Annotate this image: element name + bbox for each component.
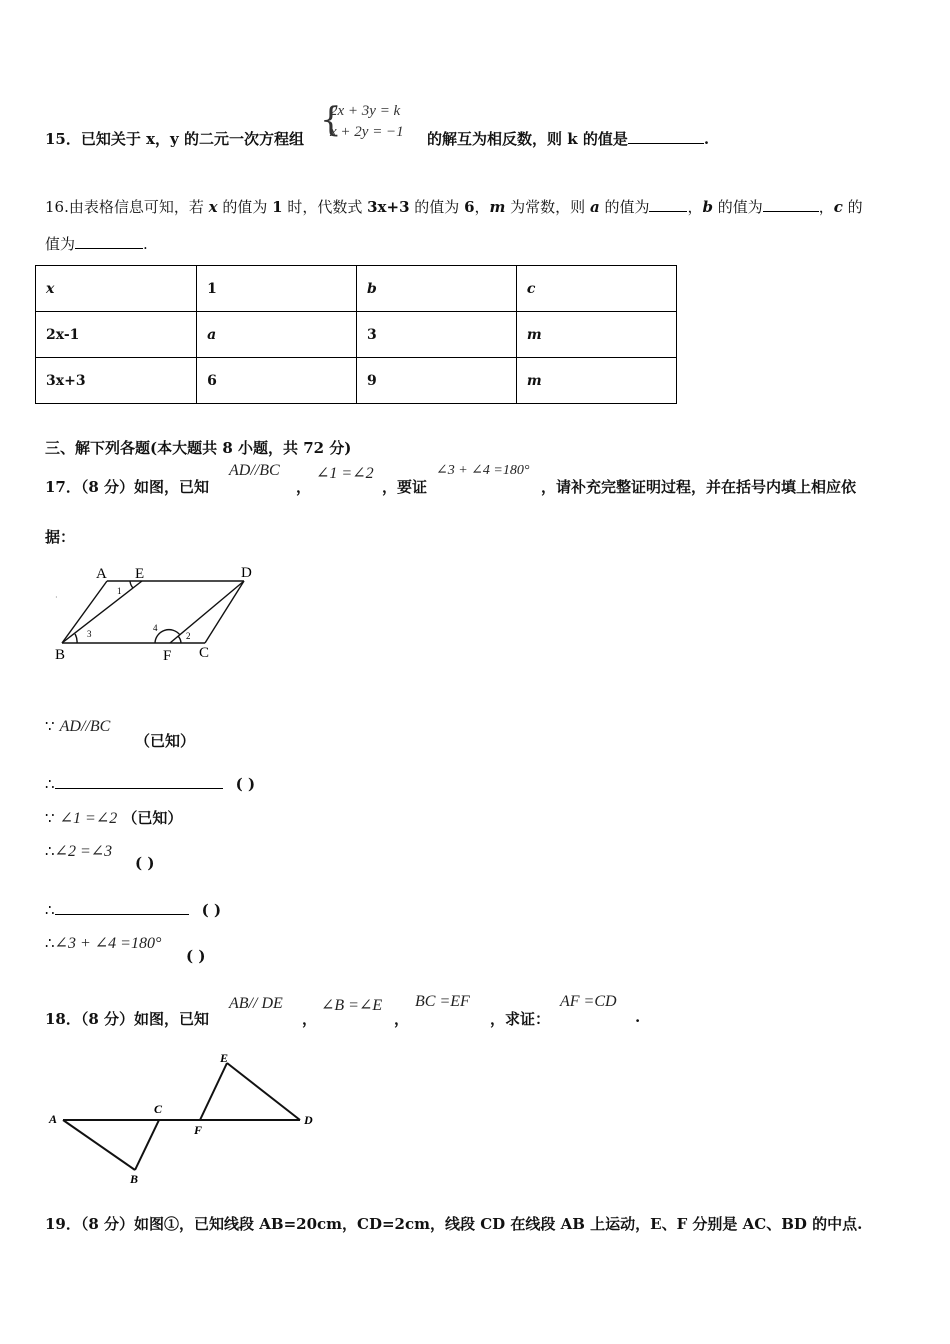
q17-figure	[45, 560, 265, 665]
q16-var-x: x	[208, 198, 218, 216]
proof-reason-blank[interactable]: ( )	[135, 854, 155, 872]
q15-eq1: 2x + 3y = k	[330, 103, 401, 119]
table-row	[36, 358, 677, 404]
proof-line-6	[45, 933, 161, 953]
q17-line1	[45, 476, 209, 497]
q16-text: 时，代数式	[282, 198, 368, 216]
q18-given1: AB// DE	[229, 995, 283, 1012]
table-cell: 3	[357, 312, 517, 358]
q18-figure	[45, 1050, 325, 1190]
proof-reason-1: （已知）	[135, 732, 196, 750]
q15-equation-system	[320, 100, 430, 143]
q16-text: ，	[818, 198, 834, 216]
q16-var-c: c	[833, 198, 843, 216]
q16-var-a: a	[589, 198, 600, 216]
proof-reason-blank[interactable]: ( )	[201, 901, 222, 919]
q16-blank-c[interactable]	[75, 234, 143, 249]
q15-text-a: 已知关于 x，y 的二元一次方程组	[80, 130, 304, 148]
proof-reason-blank[interactable]: ( )	[186, 947, 206, 965]
q17-given1: AD//BC	[229, 462, 280, 479]
q16-line1	[45, 196, 863, 217]
segment-ab	[63, 1120, 135, 1170]
q16-text: 的值为	[409, 198, 465, 216]
segment-ed	[227, 1063, 300, 1120]
table-row	[36, 312, 677, 358]
q19-line	[45, 1213, 862, 1234]
segment-bc	[135, 1120, 159, 1170]
q16-text: 为常数，则	[505, 198, 590, 216]
label-f: F	[194, 1123, 203, 1137]
q18-comma: ，	[394, 1010, 410, 1028]
proof-blank-1[interactable]	[55, 774, 223, 789]
proof-statement: ∠1 =∠2	[59, 810, 118, 827]
table-cell: m	[516, 358, 676, 404]
proof-line-3	[45, 807, 182, 828]
therefore-symbol: ∴	[45, 775, 55, 793]
because-symbol: ∵	[45, 809, 55, 827]
therefore-symbol: ∴	[45, 842, 55, 860]
q18-given2: ∠B =∠E	[321, 997, 383, 1014]
q16-text: .由表格信息可知，若	[64, 198, 209, 216]
proof-line-5	[45, 900, 221, 919]
q18-line1	[45, 1008, 209, 1029]
label-c: C	[154, 1102, 163, 1116]
label-e: E	[220, 1051, 229, 1065]
q17-given2: ∠1 =∠2	[316, 465, 374, 482]
q17-number: 17．	[45, 478, 81, 496]
segment-be	[62, 581, 142, 643]
angle-1-arc	[130, 581, 133, 588]
table-cell: 9	[357, 358, 517, 404]
table-cell: 6	[197, 358, 357, 404]
q19-number: 19．	[45, 1215, 81, 1233]
q18-comma: ，	[302, 1010, 318, 1028]
q16-value-one: 1	[272, 198, 283, 216]
because-symbol: ∵	[45, 717, 55, 735]
angle-3-arc	[75, 634, 77, 643]
table-cell: 1	[197, 266, 357, 312]
proof-statement: AD//BC	[59, 718, 111, 735]
q18-given3: BC =EF	[415, 993, 470, 1010]
q17-text-a: ，要证	[382, 478, 428, 496]
label-f: F	[163, 648, 172, 664]
q15-text-b: 的解互为相反数，则 k 的值是	[427, 130, 628, 148]
proof-reason-blank[interactable]: ( )	[235, 775, 256, 793]
label-angle-4: 4	[153, 623, 158, 633]
q17-comma: ，	[296, 478, 312, 496]
q16-text: 的值为	[712, 198, 763, 216]
segment-df	[170, 581, 244, 643]
q16-text: 的值为	[599, 198, 650, 216]
proof-reason: （已知）	[122, 809, 183, 827]
stray-mark: ·	[55, 593, 58, 602]
segment-dc	[205, 581, 244, 643]
table-cell: b	[357, 266, 517, 312]
q16-var-m: m	[489, 198, 506, 216]
therefore-symbol: ∴	[45, 901, 55, 919]
q18-end: .	[635, 1008, 641, 1026]
q16-text: 的	[842, 198, 863, 216]
q15-end: .	[703, 130, 710, 148]
q17-text-c: 据：	[45, 528, 76, 546]
label-b: B	[55, 647, 66, 663]
therefore-symbol: ∴	[45, 934, 55, 952]
label-c: C	[199, 645, 210, 661]
q16-text: 值为	[45, 235, 76, 253]
proof-statement: ∠2 =∠3	[54, 843, 113, 860]
segment-ab	[62, 581, 107, 643]
label-b: B	[130, 1172, 139, 1186]
q17-target: ∠3 + ∠4 =180°	[436, 463, 530, 478]
label-d: D	[304, 1113, 313, 1127]
proof-blank-2[interactable]	[55, 900, 189, 915]
proof-line-2	[45, 774, 255, 793]
q18-number: 18．	[45, 1010, 81, 1028]
brace-icon: {	[320, 100, 342, 140]
table-cell: 2x-1	[36, 312, 197, 358]
q15-line	[45, 128, 304, 149]
q15-eq2: x + 2y = −1	[330, 124, 404, 140]
segment-fe	[200, 1063, 227, 1120]
label-a: A	[96, 566, 107, 582]
angle-4-arc	[155, 630, 180, 643]
label-a: A	[49, 1112, 58, 1126]
table-cell: c	[516, 266, 676, 312]
q16-text: ，	[687, 198, 703, 216]
table-cell: m	[516, 312, 676, 358]
table-cell: a	[197, 312, 357, 358]
table-row	[36, 266, 677, 312]
q16-line2	[45, 233, 148, 254]
proof-line-1	[45, 716, 110, 736]
q16-value-six: 6	[464, 198, 475, 216]
q16-text: 的值为	[217, 198, 273, 216]
table-cell: x	[36, 266, 197, 312]
table-cell: 3x+3	[36, 358, 197, 404]
label-e: E	[135, 566, 145, 582]
label-angle-1: 1	[117, 586, 122, 596]
section-3-heading: 三、解下列各题(本大题共 8 小题，共 72 分)	[45, 439, 352, 457]
q17-text: （8 分）如图，已知	[80, 478, 210, 496]
q16-blank-b[interactable]	[763, 197, 819, 212]
q16-var-b: b	[702, 198, 713, 216]
q18-text: （8 分）如图，已知	[80, 1010, 210, 1028]
proof-statement: ∠3 + ∠4 =180°	[54, 935, 162, 952]
q16-table	[35, 265, 677, 404]
q15-answer-blank[interactable]	[628, 129, 704, 144]
q19-text: （8 分）如图①，已知线段 AB=20cm，CD=2cm，线段 CD 在线段 AB 上运动，E、F 分别是 AC、BD 的中点.	[80, 1215, 863, 1233]
q16-expression: 3x+3	[367, 198, 410, 216]
q18-target: AF =CD	[560, 993, 617, 1010]
q15-number: 15．	[45, 130, 81, 148]
label-angle-3: 3	[87, 629, 92, 639]
q17-text-b: ，请补充完整证明过程，并在括号内填上相应依	[541, 478, 857, 496]
q16-number: 16	[45, 198, 65, 216]
q16-end: .	[143, 235, 148, 253]
q16-blank-a[interactable]	[649, 197, 687, 212]
q18-text-a: ，求证：	[490, 1010, 551, 1028]
proof-line-4	[45, 841, 112, 861]
label-d: D	[241, 565, 252, 581]
q15-line-b	[427, 128, 709, 149]
q16-text: ，	[474, 198, 490, 216]
angle-2-arc	[178, 636, 181, 643]
label-angle-2: 2	[186, 631, 191, 641]
